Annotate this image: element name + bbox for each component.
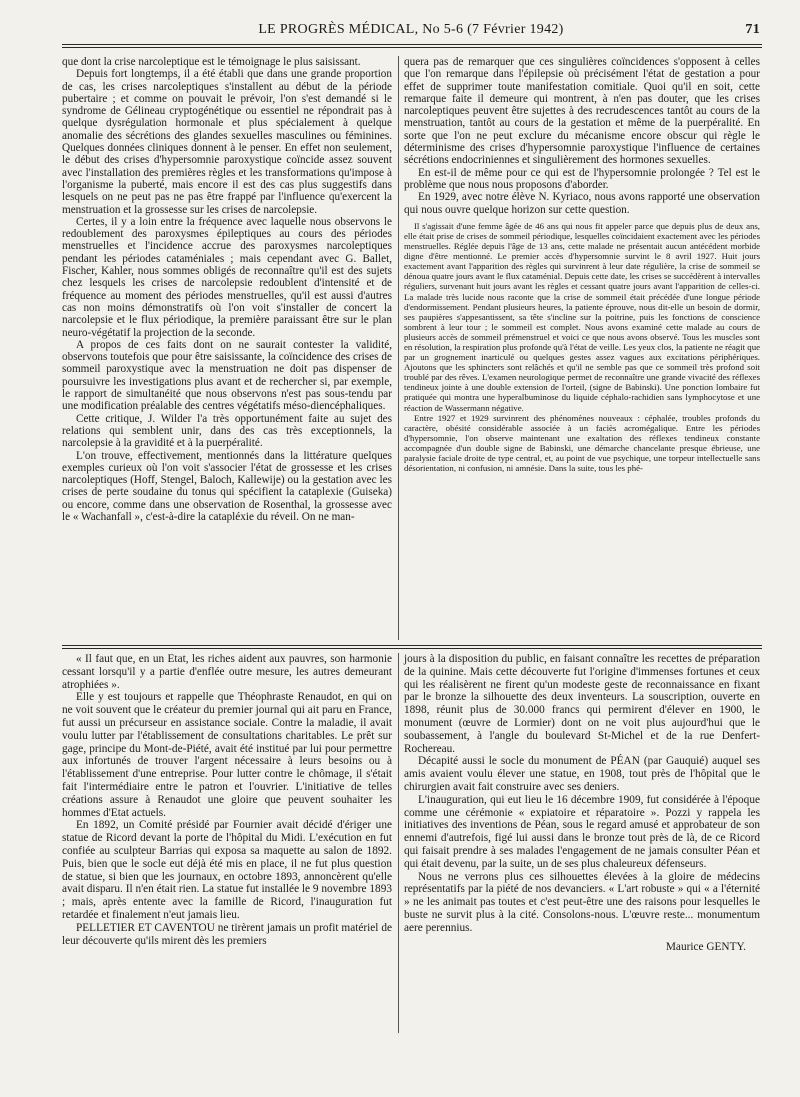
- running-header: [62, 22, 760, 44]
- bottom-left-column: [62, 653, 392, 947]
- paragraph: Décapité aussi le socle du monument de PÉAN (par Gauquié) auquel ses amis avaient voulu élever une statue, en 1908, tout près de l'hôpital que le chirurgien avait fait construire avec ses deniers.: [404, 755, 760, 793]
- paragraph: que dont la crise narcoleptique est le témoignage le plus saisissant.: [62, 56, 361, 68]
- observation-paragraph: Entre 1927 et 1929 survinrent des phénomènes nouveaux : céphalée, troubles profonds du caractère, obésité considérable associée à un faciès acromégalique. Entre les périodes d'hypersomnie, l'on observe maintenant une exaltation des réflexes tendineux constante accompagnée d'un double signe de Babinski, une démarche chancelante presque ébrieuse, une paralysie faciale droite de type central, et, au point de vue psychique, une torpeur intellectuelle sans désorientation, ni confusion, ni amnésie. Dans la suite, tous les phé-: [404, 412, 760, 474]
- paragraph: Depuis fort longtemps, il a été établi que dans une grande proportion de cas, les crises narcoleptiques s'installent au début de la période pubertaire ; et comme on pouvait le prévoir, l'on s'est demandé si le syndrome de Gélineau cryptogénétique ou essentiel ne répondrait pas à quelque dysrégulation hormonale et plus spécialement à quelque anomalie des sécrétions des glandes sexuelles masculines ou féminines. Quelques données cliniques donnent à le penser. En effet non seulement, le début des crises d'hypersomnie paroxystique coïncide assez souvent avec l'installation des premières règles et les transformations qu'impose à l'organisme la puberté, mais encore il est des cas plus suggestifs dans lesquels on ne peut pas ne pas être frappé par l'influence qu'exercent la menstruation et la grossesse sur les crises de narcolepsie.: [62, 68, 392, 216]
- top-left-column: [62, 56, 392, 523]
- author-signature: Maurice GENTY.: [665, 940, 746, 953]
- column-divider: [398, 56, 399, 640]
- observation-paragraph: Il s'agissait d'une femme âgée de 46 ans qui nous fit appeler parce que depuis plus de deux ans, elle était prise de crises de sommeil périodique, lesquelles coïncidaient exactement avec les périodes menstruelles. Réglée depuis l'âge de 13 ans, cette malade ne présentait aucun antécédent morbide digne d'être mentionné. Le premier accès d'hypersomnie survint le 8 avril 1927. Huit jours exactement avant l'apparition des règles qui survinrent à leur date régulière, la crise de sommeil se dénoua quatre jours avant le flux cataménial. Depuis cette date, les crises se succédèrent à intervalles réguliers, survenant huit jours avant les règles et cessant quatre jours avant l'apparition de celles-ci. La malade très lucide nous raconte que la crise de sommeil était précédée d'une longue période d'endormissement. Pendant plusieurs heures, la patiente éprouve, nous dit-elle un besoin de dormir, ses paupières s'appesantissent, sa tête s'incline sur la poitrine, puis les fonctions de conscience sombrent à leur tour ; le sommeil est complet. Nous avons examiné cette malade au cours de plusieurs accès de sommeil prémenstruel et voici ce que nous avons observé. Tous les muscles sont en résolution, la respiration plus profonde qu'à l'état de veille. Les yeux clos, la patiente ne réagit que par un grognement inarticulé ou quelques gestes assez vagues aux excitations périphériques. Ajoutons que les sphincters sont relâchés et qu'il ne semble pas que ce sommeil très profond soit troublé par des rêves. L'examen neurologique permet de reconnaître une grande vivacité des réflexes tendineux jointe à une double extension de l'orteil, (signe de Babinski). Une ponction lombaire fut pratiquée qui montra une hyperalbuminose du liquide céphalo-rachidien sans lymphocytose et une réaction de Wassermann négative.: [404, 220, 760, 413]
- header-rule-double: [62, 47, 762, 48]
- paragraph: Certes, il y a loin entre la fréquence avec laquelle nous observons le redoublement des paroxysmes épileptiques au cours des périodes menstruelles et l'incidence accrue des paroxysmes narcoleptiques pendant les périodes cataméniales ; mais cependant avec G. Ballet, Fischer, Kahler, nous sommes obligés de reconnaître qu'il est des sujets chez lesquels les crises de narcolepsie redoublent d'intensité et de fréquence au moment des périodes menstruelles, qu'il est aussi d'autres cas non moins démonstratifs où l'on voit s'installer de concert la narcolepsie et le flux périodique, la première paraissant être sur le plan neuro-végétatif la projection de la seconde.: [62, 215, 392, 339]
- paragraph: quera pas de remarquer que ces singulières coïncidences s'opposent à celles que l'on remarque dans l'épilepsie où précisément l'état de gestation a pour effet de supprimer toute manifestation comitiale. Quoi qu'il en soit, cette remarque faite il demeure qui montrent, à n'en pas douter, que les crises narcoleptiques peuvent être sujettes à des recrudescences tantôt au cours de la menstruation, tantôt au cours de la gestation et même de la puerpéralité. En sorte que l'on ne peut exclure du mécanisme encore obscur qui règle le déterminisme des crises d'hypersomnie paroxystique l'influence de certaines sécrétions endocriniennes et singulièrement des hormones sexuelles.: [404, 56, 760, 167]
- bottom-right-column: [404, 653, 760, 953]
- section-rule: [62, 645, 762, 646]
- paragraph: Cette critique, J. Wilder l'a très opportunément faite au sujet des relations qui semblent unir, dans des cas très exceptionnels, la narcolepsie à la gravidité et à la puerpéralité.: [62, 412, 392, 450]
- page-number: 71: [745, 22, 760, 37]
- journal-title: LE PROGRÈS MÉDICAL, No 5-6 (7 Février 1942): [258, 22, 564, 37]
- paragraph: « Il faut que, en un Etat, les riches aident aux pauvres, son harmonie cessant lorsqu'il y a partie d'enflée outre mesure, les autres demeurant atrophiées ».: [62, 653, 392, 691]
- paragraph: L'on trouve, effectivement, mentionnés dans la littérature quelques exemples curieux où l'on voit s'associer l'état de grossesse et les crises narcoleptiques (Hoff, Stengel, Baloch, Kallewije) ou la gestation avec les crises de perte soudaine du tonus qui spécifient la cataplexie (Guiseka) ou encore, comme dans une observation de Rosenthal, la grossesse avec le « Wachanfall », c'est-à-dire la catapléxie du réveil. On ne man-: [62, 449, 392, 523]
- paragraph: L'inauguration, qui eut lieu le 16 décembre 1909, fut considérée à l'époque comme une cérémonie « expiatoire et réparatoire ». Pozzi y rappela les initiatives des inventions de Péan, sous le regard amusé et approbateur de son ennemi d'autrefois, figé lui aussi dans le bronze tout près de là, de ce Ricord qui faisait prendre à ses malades l'engagement de ne jamais consulter Péan et qui était devenu, par la suite, un de ses plus chaleureux défenseurs.: [404, 793, 760, 870]
- paragraph: A propos de ces faits dont on ne saurait contester la validité, observons toutefois que pour être saisissante, la coïncidence des crises de sommeil paroxystique avec la menstruation ne doit pas dispenser de poursuivre les investigations plus avant et de rechercher si, par exemple, le rapport de simultanéité que nous observons n'est pas sous-tendu par une modification préalable des centres végétatifs méso-diencéphaliques.: [62, 338, 392, 413]
- paragraph: En 1892, un Comité présidé par Fournier avait décidé d'ériger une statue de Ricord devant la porte de l'hôpital du Midi. L'exécution en fut confiée au sculpteur Barrias qui exposa sa maquette au salon de 1892. Puis, bien que le socle eut déjà été mis en place, il ne fut plus question de statue, si bien que les journaux, en octobre 1893, annoncèrent qu'elle avait disparu. Il n'en était rien. La statue fut installée le 9 novembre 1893 ; mais, après entente avec la famille de Ricord, l'inauguration fut retardée et finalement n'eut jamais lieu.: [62, 819, 392, 921]
- column-divider: [398, 653, 399, 1033]
- section-rule-double: [62, 648, 762, 649]
- paragraph: En est-il de même pour ce qui est de l'hypersomnie prolongée ? Tel est le problème que nous nous proposons d'aborder.: [404, 166, 760, 191]
- top-right-column: [404, 56, 760, 473]
- paragraph: PELLETIER ET CAVENTOU ne tirèrent jamais un profit matériel de leur découverte qu'ils mirent dès les premiers: [62, 921, 392, 947]
- paragraph: Nous ne verrons plus ces silhouettes élevées à la gloire de médecins représentatifs par la piété de nos devanciers. « L'art robuste » qui « a l'éternité » ne les animait pas toutes et c'est peut-être une des raisons pour lesquelles le buste ne survit plus à la cité. Consolons-nous. L'œuvre reste... monumentum aere perennius.: [404, 870, 760, 934]
- header-rule: [62, 44, 762, 45]
- paragraph: En 1929, avec notre élève N. Kyriaco, nous avons rapporté une observation qui nous ouvre quelque horizon sur cette question.: [404, 191, 760, 216]
- paragraph: Elle y est toujours et rappelle que Théophraste Renaudot, en qui on ne voit souvent que le créateur du premier journal qui ait paru en France, fut aussi un précurseur en assistance sociale. Contre la maladie, il avait voulu lutter par l'établissement de consultations charitables. Le prêt sur gage, principe du Mont-de-Piété, avait été institué par lui pour permettre aux infortunés de trouver l'argent nécessaire à leurs besoins ou à l'établissement d'une entreprise. Pour lutter contre le chômage, il s'était fait l'intermédiaire entre le patron et l'ouvrier. L'initiative de telles créations assure à Renaudot une gloire que peuvent souhaiter les hommes d'Etat actuels.: [62, 691, 392, 819]
- clinical-observation: [404, 221, 760, 473]
- paragraph: jours à la disposition du public, en faisant connaître les recettes de préparation de la quinine. Mais cette découverte fut l'origine d'immenses fortunes et ceux qui les réalisèrent ne firent qu'un modeste geste de reconnaissance en fixant par le bronze la silhouette des deux inventeurs. La souscription, ouverte en 1898, réunit plus de 30.000 francs qui permirent d'élever en 1900, le monument (œuvre de Lormier) dont on ne voit plus aujourd'hui que le soubassement, à l'angle du boulevard St-Michel et de la rue Denfert-Rochereau.: [404, 653, 760, 755]
